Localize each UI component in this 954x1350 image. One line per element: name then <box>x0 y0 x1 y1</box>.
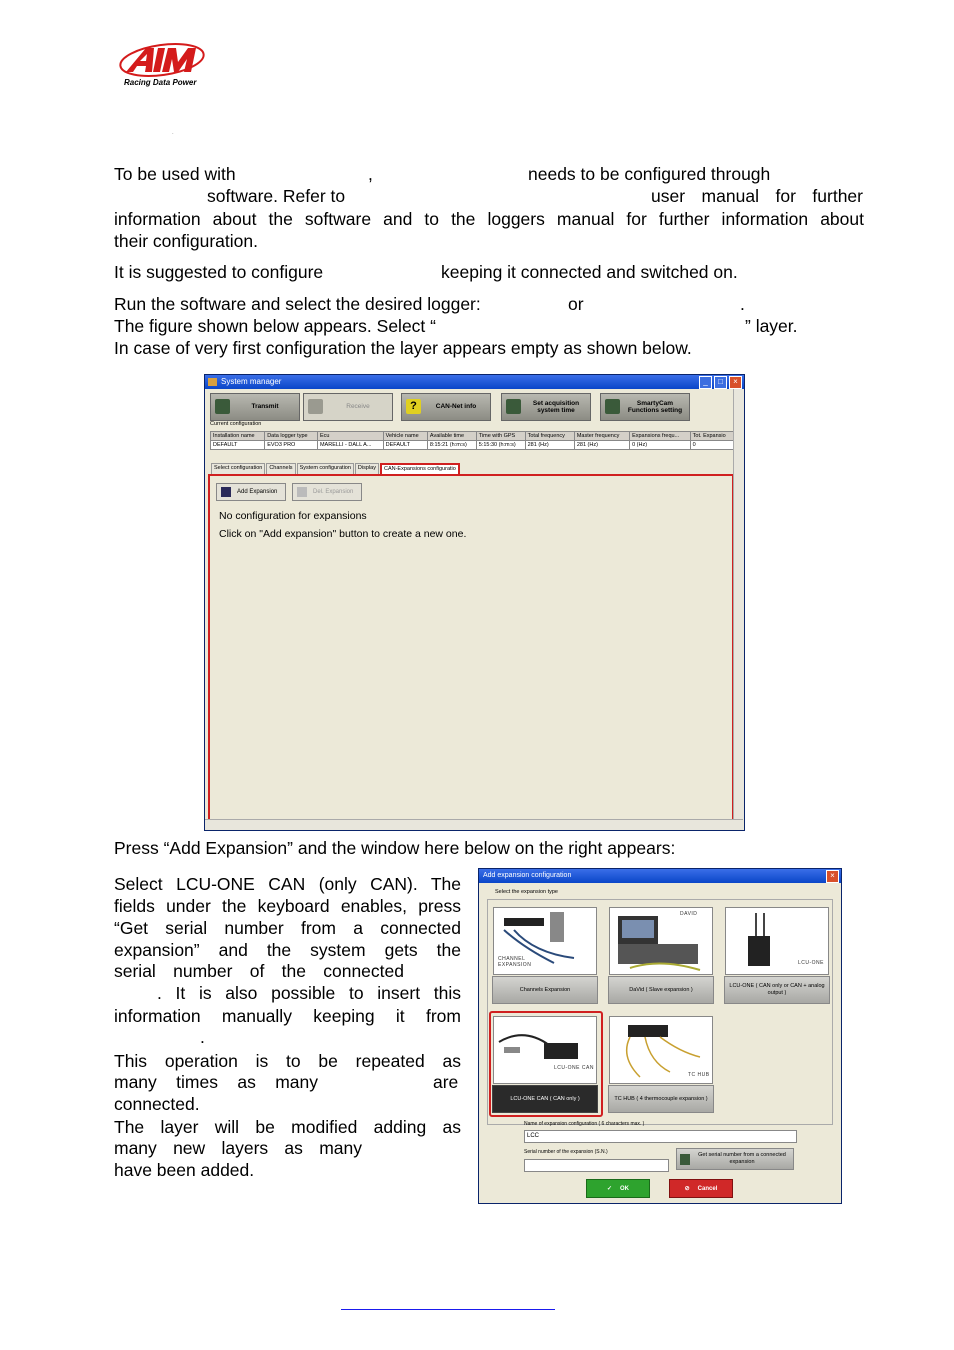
table-row[interactable] <box>211 441 735 450</box>
col-header: Available time <box>427 432 476 441</box>
add-expansion-button[interactable]: Add Expansion <box>216 483 286 501</box>
dialog-title: Add expansion configuration <box>483 872 572 879</box>
thumb-label: CHANNEL EXPANSION <box>498 956 532 968</box>
side-line-8: . <box>200 1027 205 1047</box>
thumb-label: LCU-ONE CAN <box>554 1065 594 1071</box>
lcu-one-can-image <box>493 1016 597 1084</box>
lcu-one-image <box>725 907 829 975</box>
david-picture <box>610 908 712 974</box>
transmit-button[interactable]: Transmit <box>210 393 300 421</box>
transmit-icon <box>215 399 230 414</box>
p1-line1-b: needs to be configured through <box>528 164 771 184</box>
system-manager-window <box>204 374 745 831</box>
side-line-12: The layer will be modified adding as <box>114 1117 461 1137</box>
col-header: Vehicle name <box>383 432 427 441</box>
table-cell: 0 (Hz) <box>630 441 691 450</box>
david-button[interactable]: DaVid ( Slave expansion ) <box>608 976 714 1004</box>
table-header-row <box>211 432 735 441</box>
thumb-label: DAVID <box>680 911 698 917</box>
window-title: System manager <box>221 377 282 386</box>
side-line-11: connected. <box>114 1094 200 1114</box>
channel-expansion-image <box>493 907 597 975</box>
app-icon <box>208 378 217 386</box>
col-header: Expansions frequ... <box>630 432 691 441</box>
stray-mark: . <box>172 130 174 136</box>
tab-display[interactable]: Display <box>355 463 379 474</box>
side-line-14: have been added. <box>114 1160 255 1180</box>
side-line-1: Select LCU-ONE CAN (only CAN). The <box>114 874 461 894</box>
side-line-5: serial number of the connected <box>114 961 404 981</box>
side-line-4: expansion” and the system gets the <box>114 940 461 960</box>
p3-line3: In case of very first configuration the layer appears empty as shown below. <box>114 338 692 358</box>
side-line-6: . It is also possible to insert this <box>157 983 461 1003</box>
tab-system-configuration[interactable]: System configuration <box>297 463 354 474</box>
p2-a: It is suggested to configure <box>114 262 324 282</box>
col-header: Installation name <box>211 432 265 441</box>
table-cell: DEFAULT <box>383 441 427 450</box>
delete-icon <box>297 487 307 497</box>
tab-channels[interactable]: Channels <box>266 463 295 474</box>
p3-line1-dot: . <box>740 294 745 314</box>
camera-icon <box>605 399 620 414</box>
side-line-7: information manually keeping it from <box>114 1006 461 1026</box>
thumb-label: TC HUB <box>688 1072 710 1078</box>
name-label: Name of expansion configuration ( 6 characters max. ) <box>524 1121 645 1127</box>
p3-line2-b: ” layer. <box>745 316 798 336</box>
add-icon <box>221 487 231 497</box>
col-header: Total frequency <box>525 432 574 441</box>
p1-line2-a: software. Refer to <box>207 186 346 206</box>
serial-input[interactable] <box>524 1159 669 1172</box>
channels-expansion-button[interactable]: Channels Expansion <box>492 976 598 1004</box>
minimize-button[interactable]: _ <box>699 376 712 389</box>
col-header: Ecu <box>317 432 383 441</box>
col-header: Tot. Expansio <box>690 432 734 441</box>
side-line-9: This operation is to be repeated as <box>114 1051 461 1071</box>
ok-button[interactable]: ✓ OK <box>586 1179 650 1198</box>
maximize-button[interactable]: □ <box>714 376 727 389</box>
help-icon: ? <box>406 399 421 414</box>
no-config-message: No configuration for expansions <box>219 510 367 522</box>
p1-line3: information about the software and to the loggers manual for further information about <box>114 209 864 229</box>
table-cell: 281 (Hz) <box>525 441 574 450</box>
table-cell: DEFAULT <box>211 441 265 450</box>
lcu-one-button[interactable]: LCU-ONE ( CAN only or CAN + analog output ) <box>724 976 830 1004</box>
get-serial-button[interactable]: Get serial number from a connected expansion <box>676 1148 794 1170</box>
david-image <box>609 907 713 975</box>
table-cell: EVO3 PRO <box>265 441 318 450</box>
cancel-icon: ⊘ <box>684 1186 690 1192</box>
table-cell: 0 <box>690 441 734 450</box>
table-cell: 8:15:21 (h:m:s) <box>427 441 476 450</box>
p1-line2-b: user manual for further <box>651 186 863 206</box>
close-button[interactable]: × <box>729 376 742 389</box>
connect-icon <box>680 1154 690 1165</box>
horizontal-scrollbar[interactable] <box>205 819 743 830</box>
col-header: Time with GPS <box>476 432 525 441</box>
del-expansion-button[interactable]: Del. Expansion <box>292 483 362 501</box>
logo-tagline: Racing Data Power <box>124 78 197 87</box>
table-cell: MARELLI - DALL A... <box>317 441 383 450</box>
col-header: Data logger type <box>265 432 318 441</box>
p2-b: keeping it connected and switched on. <box>441 262 738 282</box>
current-config-label: Current configuration <box>210 421 262 427</box>
col-header: Master frequency <box>574 432 629 441</box>
p4: Press “Add Expansion” and the window here below on the right appears: <box>114 838 676 858</box>
p3-line1-or: or <box>568 294 584 314</box>
serial-label: Serial number of the expansion (S.N.) <box>524 1149 608 1155</box>
smartycam-button[interactable]: SmartyCam Functions setting <box>600 393 690 421</box>
p3-line2-a: The figure shown below appears. Select “ <box>114 316 436 336</box>
clock-icon <box>506 399 521 414</box>
dialog-subtitle: Select the expansion type <box>495 889 558 895</box>
thumb-label: LCU-ONE <box>798 960 825 966</box>
system-manager-titlebar <box>205 375 744 389</box>
dialog-close-button[interactable]: × <box>826 870 839 883</box>
can-net-info-button[interactable]: ? CAN-Net info <box>401 393 491 421</box>
p3-line1-a: Run the software and select the desired logger: <box>114 294 481 314</box>
receive-button[interactable]: Receive <box>303 393 393 421</box>
table-cell: 5:15:30 (h:m:s) <box>476 441 525 450</box>
tc-hub-image <box>609 1016 713 1084</box>
side-line-10b: are <box>433 1072 459 1092</box>
tc-hub-button[interactable]: TC HUB ( 4 thermocouple expansion ) <box>608 1085 714 1113</box>
side-line-3: “Get serial number from a connected <box>114 918 461 938</box>
cancel-button[interactable]: ⊘ Cancel <box>669 1179 733 1198</box>
vertical-scrollbar[interactable] <box>733 389 744 819</box>
tab-can-expansions[interactable]: CAN-Expansions configuratio <box>380 463 460 475</box>
name-input[interactable]: LCC <box>524 1130 797 1143</box>
lcu-one-can-button[interactable]: LCU-ONE CAN ( CAN only ) <box>492 1085 598 1113</box>
tab-select-configuration[interactable]: Select configuration <box>211 463 265 474</box>
check-icon: ✓ <box>606 1186 613 1192</box>
side-line-13: many new layers as many <box>114 1138 362 1158</box>
add-expansion-dialog <box>478 868 842 1204</box>
side-line-2: fields under the keyboard enables, press <box>114 896 461 916</box>
dialog-titlebar <box>479 869 841 883</box>
side-line-10a: many times as many <box>114 1072 318 1092</box>
table-cell: 281 (Hz) <box>574 441 629 450</box>
p1-line4: their configuration. <box>114 231 258 251</box>
footer-link[interactable] <box>341 1309 555 1310</box>
p1-line1-comma: , <box>368 164 373 184</box>
add-hint-message: Click on "Add expansion" button to create a new one. <box>219 528 467 540</box>
p1-line1-a: To be used with <box>114 164 236 184</box>
set-time-button[interactable]: Set acquisition system time <box>501 393 591 421</box>
lcu-one-can-picture <box>494 1017 596 1083</box>
receive-icon <box>308 399 323 414</box>
config-table <box>210 431 735 450</box>
can-expansions-panel <box>208 474 734 821</box>
